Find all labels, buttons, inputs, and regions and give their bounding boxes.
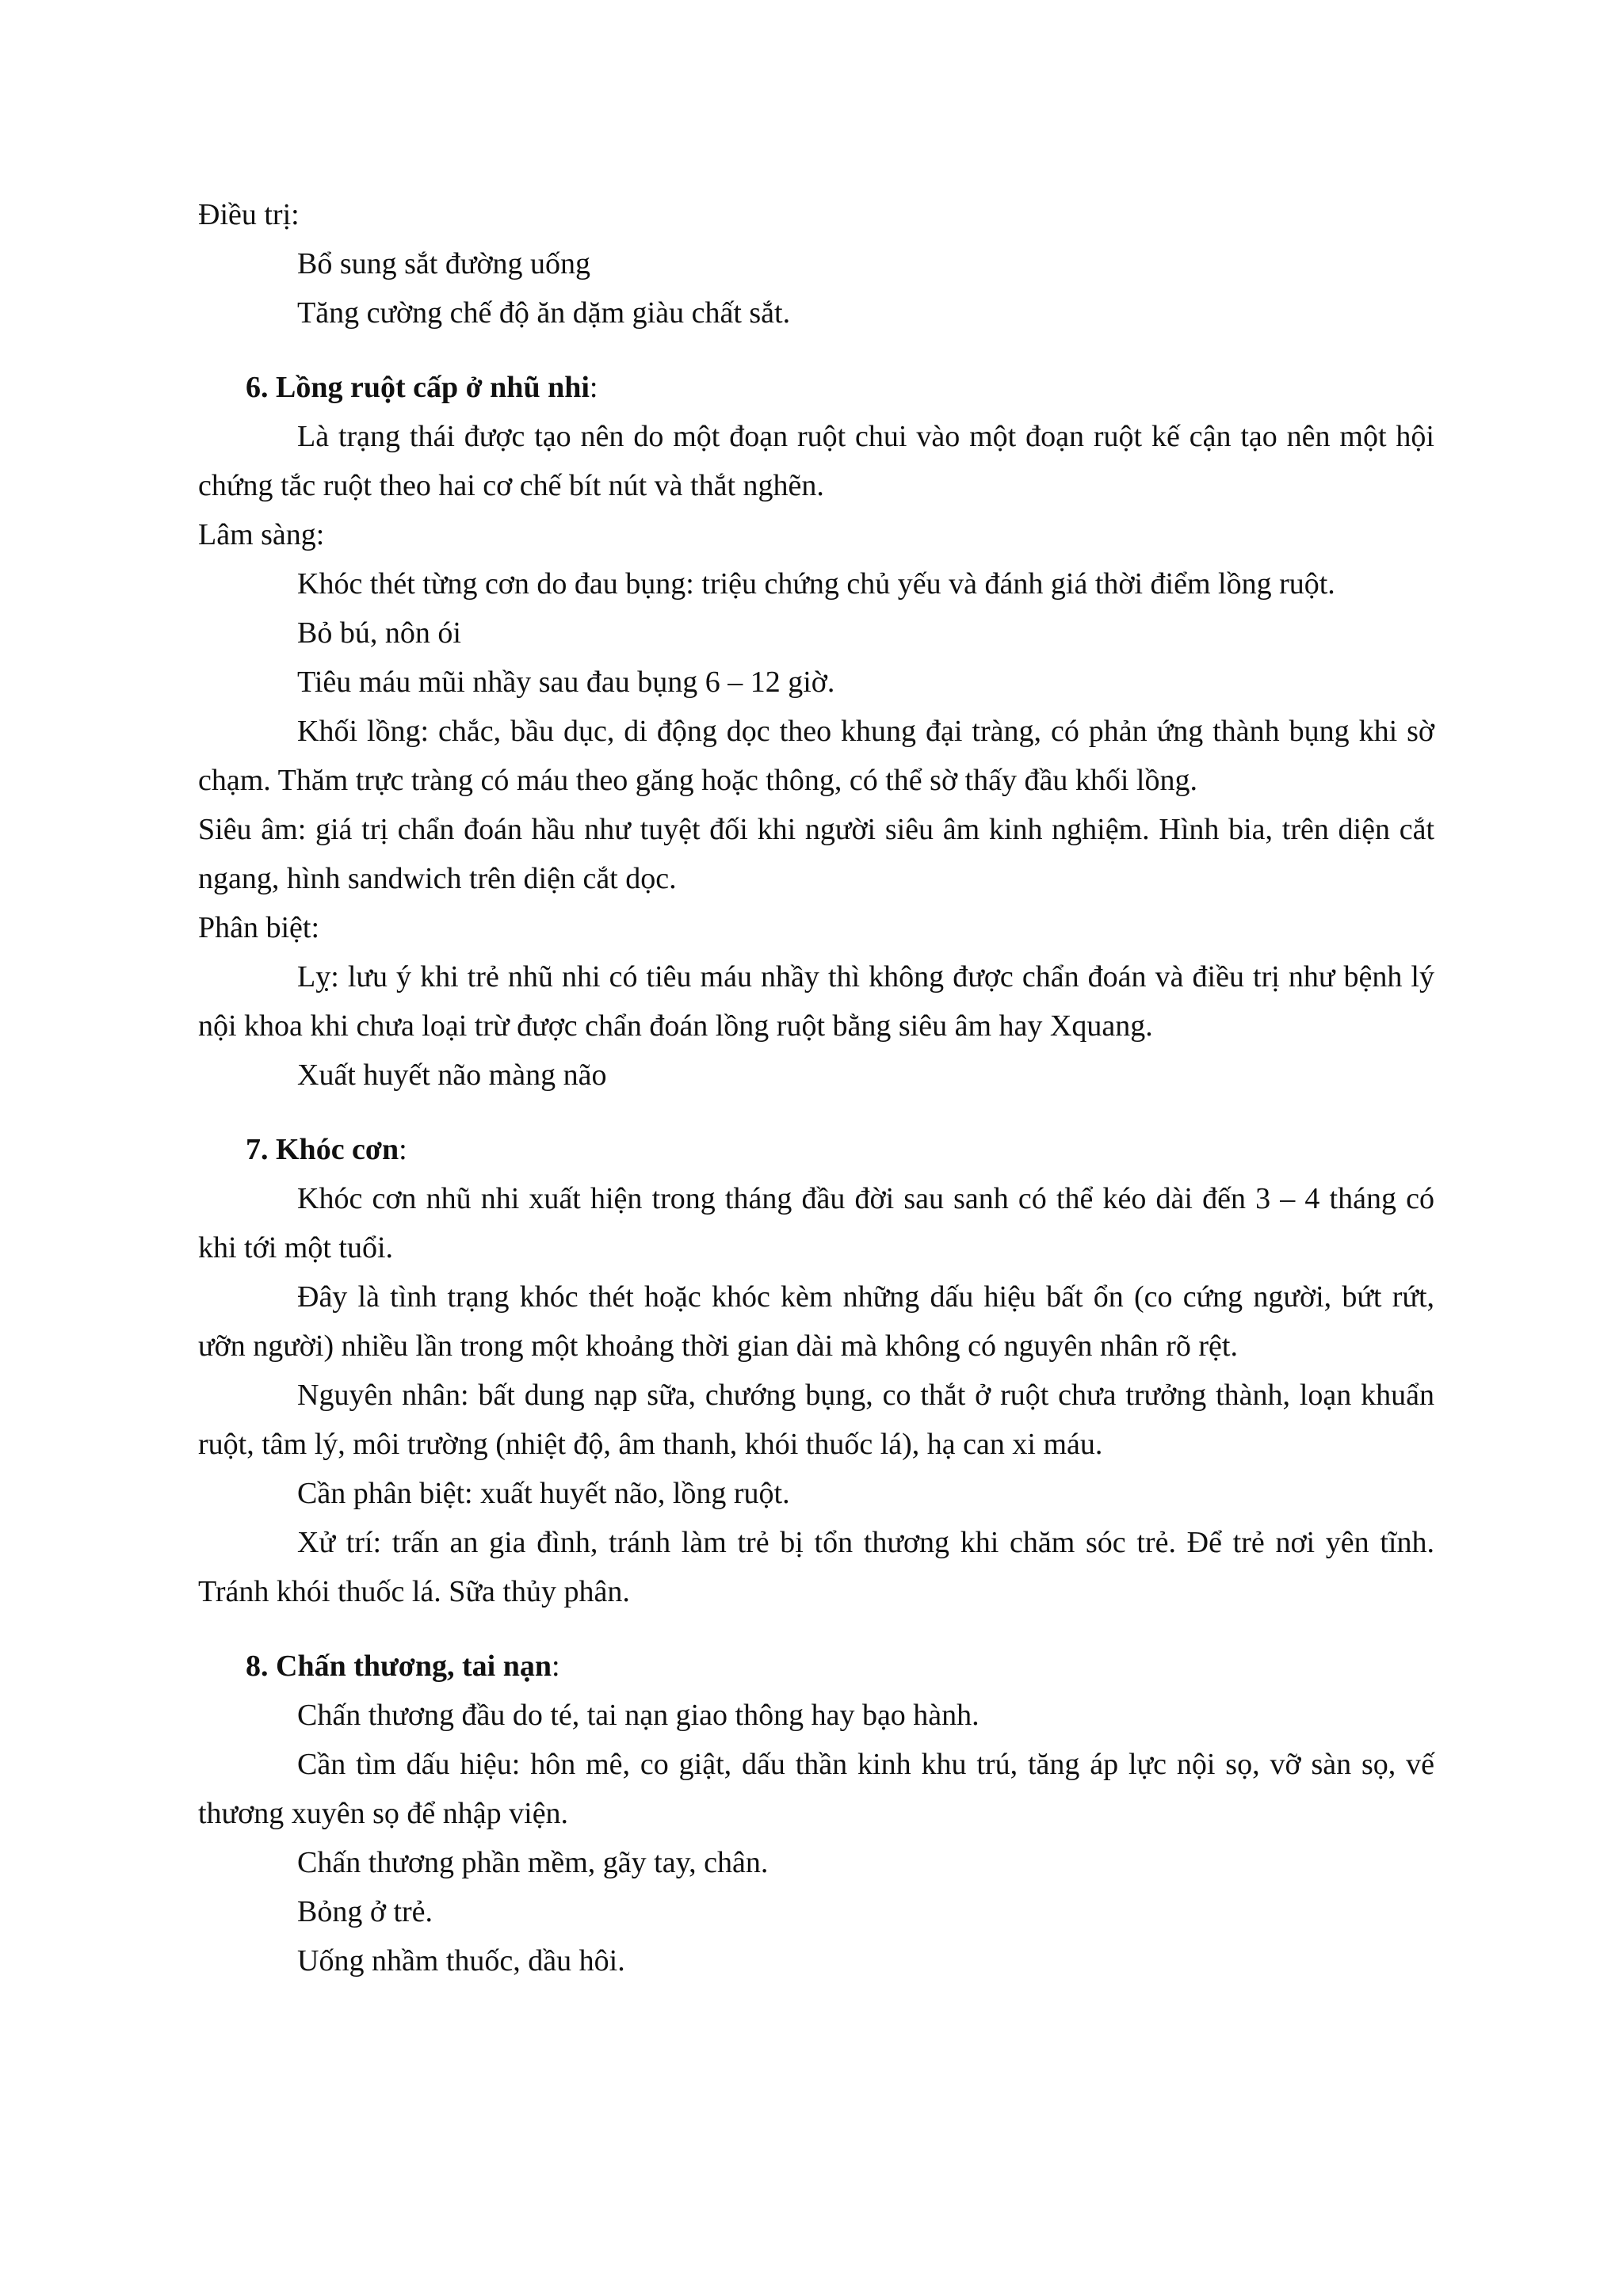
body-item: Chấn thương đầu do té, tai nạn giao thông hay bạo hành. — [297, 1699, 980, 1732]
section-heading — [198, 363, 1434, 412]
section-title: 6. Lồng ruột cấp ở nhũ nhi — [246, 371, 590, 404]
heading-colon: : — [399, 1133, 407, 1166]
mass-paragraph: Khối lồng: chắc, bầu dục, di động dọc theo khung đại tràng, có phản ứng thành bụng khi sờ chạm. Thăm trực tràng có máu theo găng hoặc thông, có thể sờ thấy đầu khối lồng. — [198, 715, 1434, 797]
treatment-item: Bổ sung sắt đường uống — [297, 247, 591, 280]
body-item: Chấn thương phần mềm, gãy tay, chân. — [297, 1846, 769, 1879]
body-paragraph: Cần tìm dấu hiệu: hôn mê, co giật, dấu thần kinh khu trú, tăng áp lực nội sọ, vỡ sàn sọ, vế thương xuyên sọ để nhập viện. — [198, 1748, 1434, 1830]
clinical-item: Khóc thét từng cơn do đau bụng: triệu chứng chủ yếu và đánh giá thời điểm lồng ruột. — [297, 567, 1335, 601]
clinical-item: Bỏ bú, nôn ói — [297, 616, 461, 650]
body-paragraph: Khóc cơn nhũ nhi xuất hiện trong tháng đầu đời sau sanh có thể kéo dài đến 3 – 4 tháng có khi tới một tuổi. — [198, 1182, 1434, 1264]
document-body — [198, 190, 1434, 1985]
definition-paragraph: Là trạng thái được tạo nên do một đoạn ruột chui vào một đoạn ruột kế cận tạo nên một hội chứng tắc ruột theo hai cơ chế bít nút và thắt nghẽn. — [198, 420, 1434, 502]
section-heading — [198, 1125, 1434, 1174]
clinical-item: Tiêu máu mũi nhầy sau đau bụng 6 – 12 giờ. — [297, 666, 835, 699]
clinical-label: Lâm sàng: — [198, 518, 325, 551]
body-paragraph: Cần phân biệt: xuất huyết não, lồng ruột. — [297, 1477, 790, 1510]
treatment-label: Điều trị: — [198, 198, 300, 231]
heading-colon: : — [551, 1650, 560, 1683]
treatment-item: Tăng cường chế độ ăn dặm giàu chất sắt. — [297, 296, 791, 330]
section-title: 7. Khóc cơn — [246, 1133, 399, 1166]
body-item: Bỏng ở trẻ. — [297, 1895, 433, 1928]
section-title: 8. Chấn thương, tai nạn — [246, 1650, 552, 1683]
body-item: Uống nhầm thuốc, dầu hôi. — [297, 1944, 625, 1978]
body-paragraph: Đây là tình trạng khóc thét hoặc khóc kèm những dấu hiệu bất ổn (co cứng người, bứt rứt, ưỡn người) nhiều lần trong một khoảng thời gian dài mà không có nguyên nhân rõ rệt. — [198, 1280, 1434, 1363]
ultrasound-paragraph: Siêu âm: giá trị chẩn đoán hầu như tuyệt đối khi người siêu âm kinh nghiệm. Hình bia, trên diện cắt ngang, hình sandwich trên diện cắt dọc. — [198, 813, 1434, 895]
body-paragraph: Xử trí: trấn an gia đình, tránh làm trẻ bị tổn thương khi chăm sóc trẻ. Để trẻ nơi yên tĩnh. Tránh khói thuốc lá. Sữa thủy phân. — [198, 1526, 1434, 1608]
differential-label: Phân biệt: — [198, 911, 320, 944]
heading-colon: : — [589, 371, 598, 404]
differential-item: Xuất huyết não màng não — [297, 1058, 607, 1092]
section-heading — [198, 1642, 1434, 1691]
body-paragraph: Nguyên nhân: bất dung nạp sữa, chướng bụng, co thắt ở ruột chưa trưởng thành, loạn khuẩn ruột, tâm lý, môi trường (nhiệt độ, âm thanh, khói thuốc lá), hạ can xi máu. — [198, 1379, 1434, 1461]
differential-paragraph: Lỵ: lưu ý khi trẻ nhũ nhi có tiêu máu nhầy thì không được chẩn đoán và điều trị như bệnh lý nội khoa khi chưa loại trừ được chẩn đoán lồng ruột bằng siêu âm hay Xquang. — [198, 960, 1434, 1043]
